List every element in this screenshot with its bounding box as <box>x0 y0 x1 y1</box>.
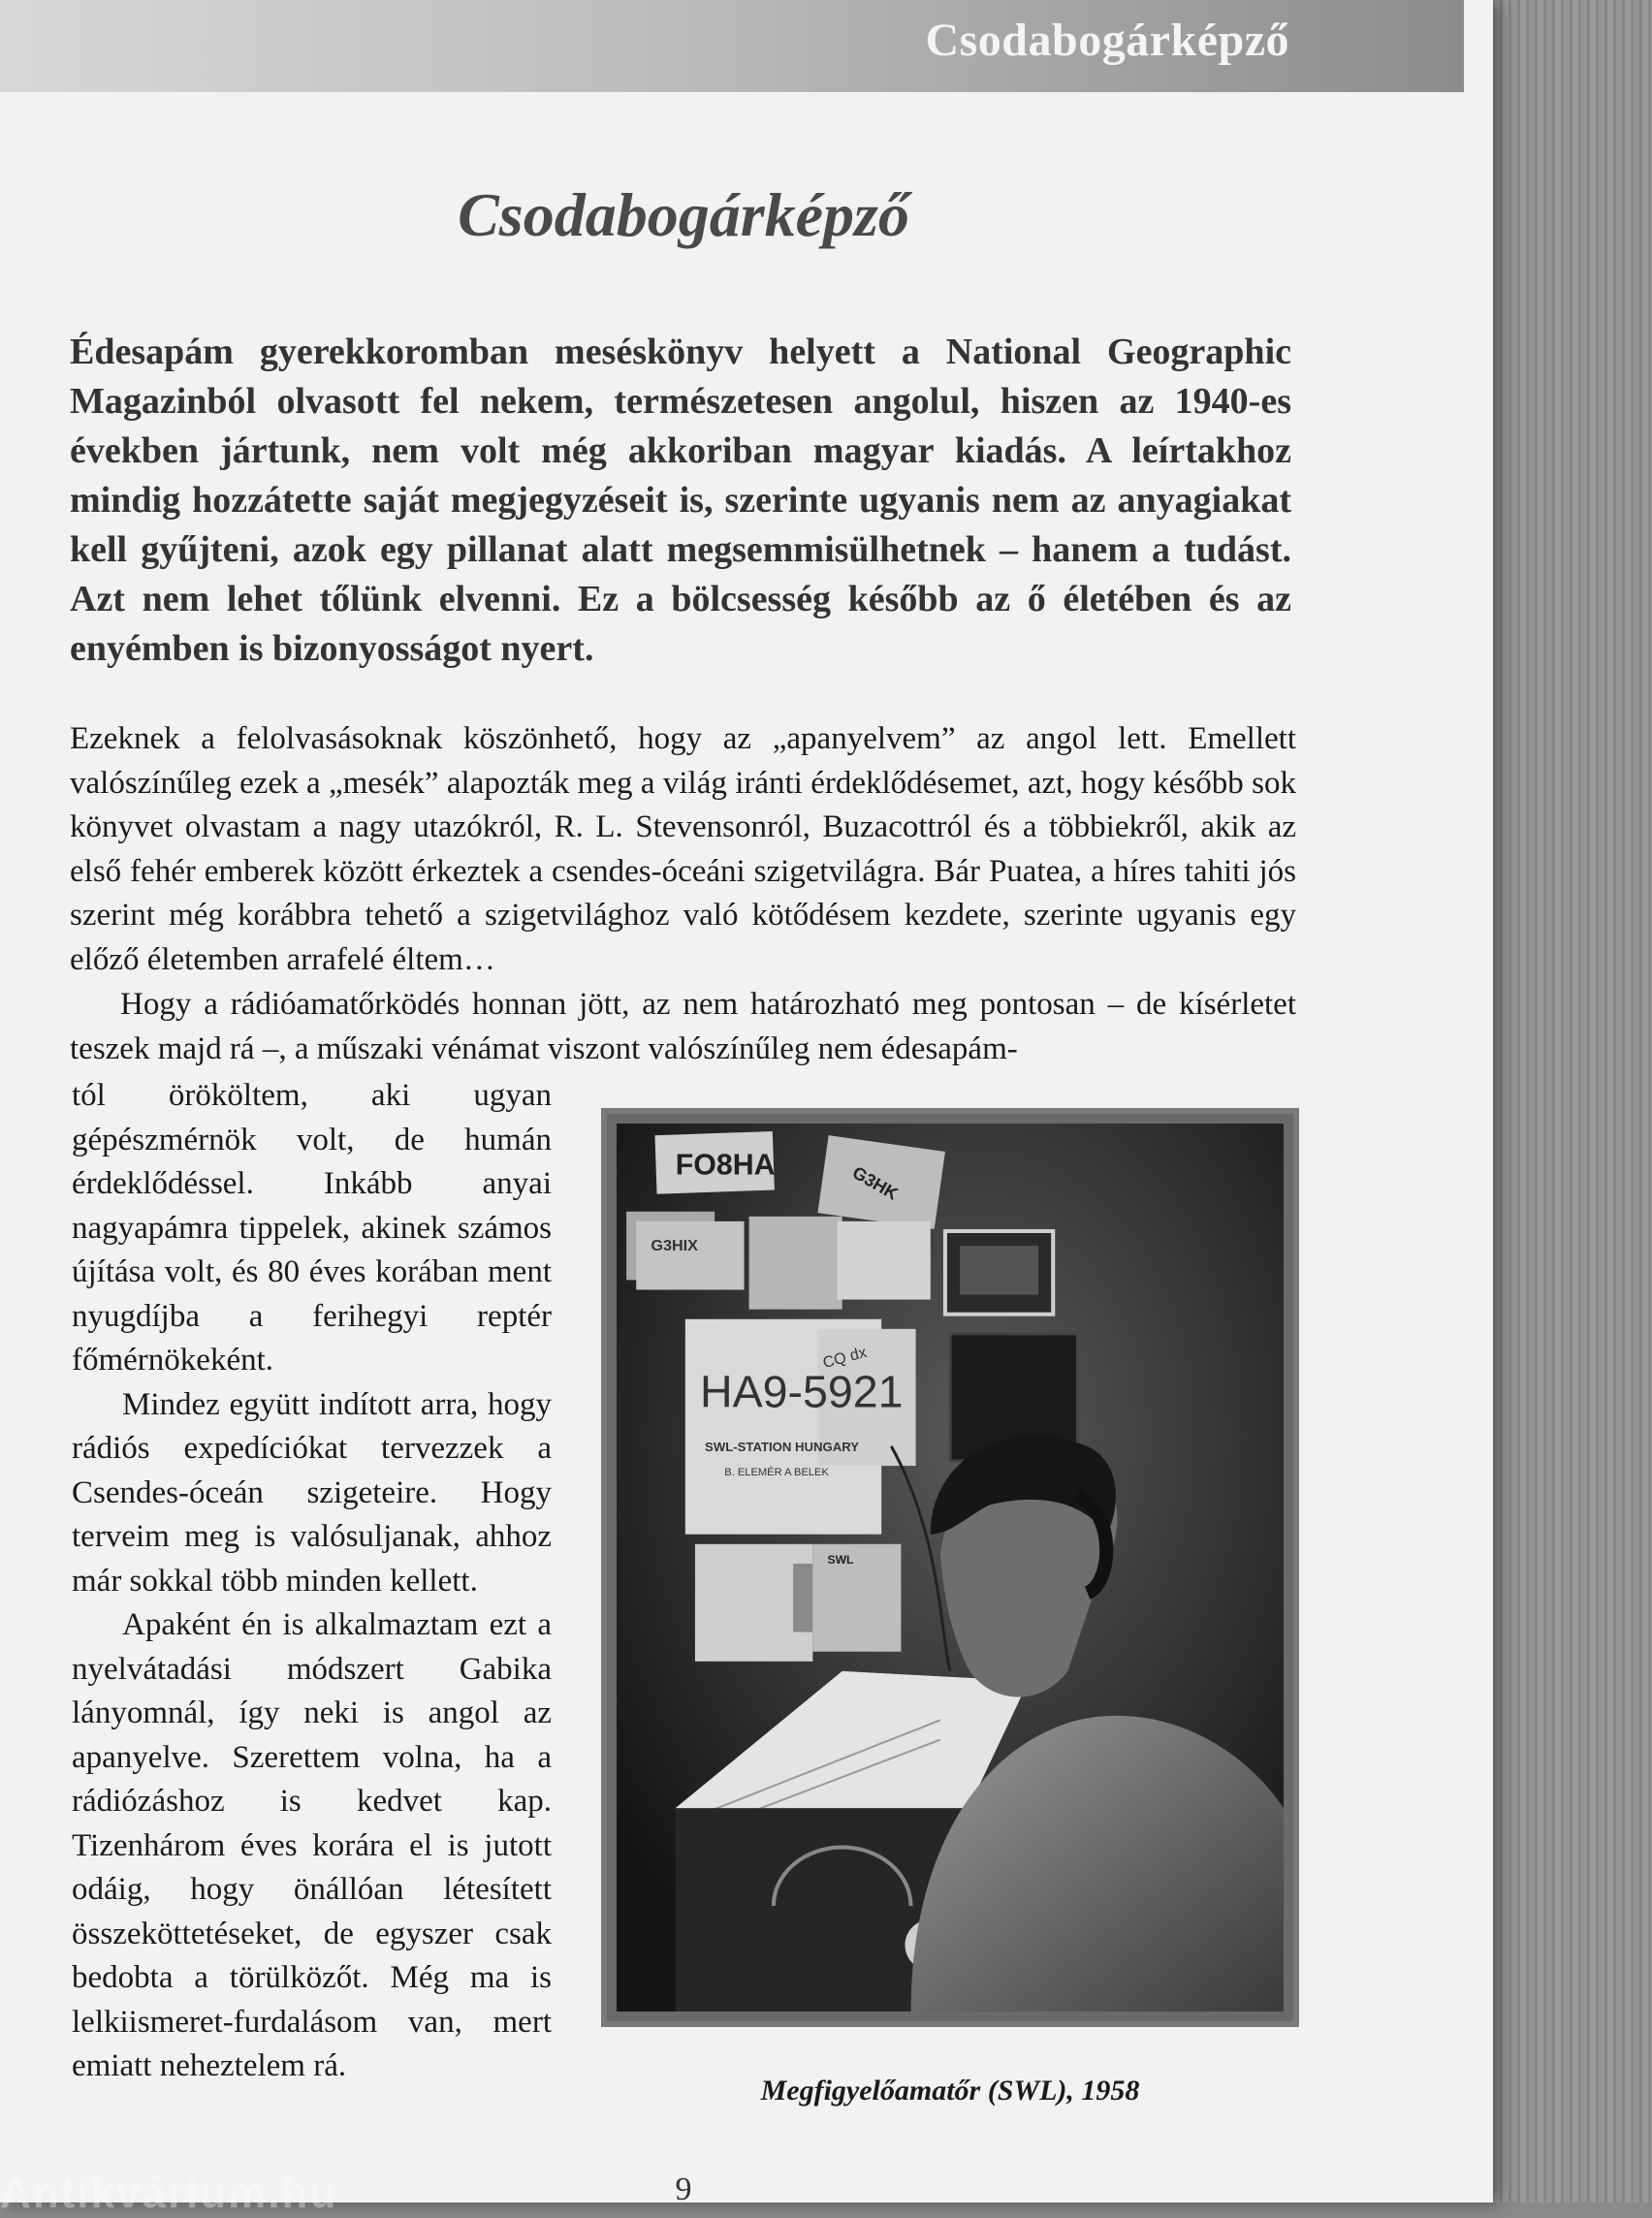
station-card-tag: CQ dx <box>820 1343 869 1373</box>
body-paragraph-2: Hogy a rádióamatőrködés honnan jött, az nem határozható meg pontosan – de kísérletet teszek majd rá –, a műszaki vénámat viszont valószínűleg nem édesapám- <box>70 987 1296 1066</box>
chapter-title: Csodabogárképző <box>458 180 909 249</box>
qsl-card <box>749 1217 842 1310</box>
wall-photo-image <box>960 1246 1038 1294</box>
photo-caption: Megfigyelőamatőr (SWL), 1958 <box>760 2075 1140 2107</box>
page-number: 9 <box>675 2171 692 2207</box>
photo-illustration <box>617 1124 1284 2012</box>
photo-frame <box>601 1108 1299 2027</box>
body-paragraph-4: Apaként én is alkalmaztam ezt a nyelvátadási módszert Gabika lányomnál, így neki is angol az apanyelve. Szerettem volna, ha a rádiózáshoz is kedvet kap. Tizenhárom éves korára el is jutott odáig, hogy önállóan létesített összeköttetéseket, de egyszer csak bedobta a törülközőt. Még ma is lelkiismeret-furdalásom van, mert emiatt neheztelem rá. <box>72 1607 552 2083</box>
station-card-line: B. ELEMÉR A BELEK <box>724 1467 829 1479</box>
photo-radio-operator <box>617 1124 1284 2012</box>
qsl-card <box>838 1221 931 1300</box>
body-paragraph-2-continued: tól örököltem, aki ugyan gépészmérnök volt, de humán érdeklődéssel. Inkább anyai nagyapámra tippelek, akinek számos újítása volt, és 80 éves korában ment nyugdíjba a ferihegyi reptér főmérnökeként. <box>72 1078 552 1378</box>
body-paragraph-3: Mindez együtt indított arra, hogy rádiós expedíciókat tervezzek a Csendes-óceán szigeteire. Hogy terveim meg is valósuljanak, ahhoz már sokkal több minden kellett. <box>72 1386 552 1599</box>
qsl-card-label: FO8HA <box>675 1149 776 1182</box>
qsl-card-label: G3HIX <box>651 1237 698 1255</box>
running-head: Csodabogárképző <box>925 15 1289 66</box>
header-band <box>0 0 1464 92</box>
qsl-card-label: SWL <box>827 1552 854 1567</box>
intro-paragraph: Édesapám gyerekkoromban meséskönyv helyett a National Geographic Magazinból olvasott fel nekem, természetesen angolul, hiszen az 1940-es években jártunk, nem volt még akkoriban magyar kiadás. A leírtakhoz mindig hozzátette saját megjegyzéseit is, szerinte ugyanis nem az anyagiakat kell gyűjteni, azok egy pillanat alatt megsemmisülhetnek – hanem a tudást. Azt nem lehet tőlünk elvenni. Ez a bölcsesség később az ő életében és az enyémben is bizonyosságot nyert. <box>70 332 1291 669</box>
qsl-card <box>812 1544 901 1652</box>
station-card-subtitle: SWL-STATION HUNGARY <box>705 1439 859 1454</box>
body-paragraph-1: Ezeknek a felolvasásoknak köszönhető, hogy az „apanyelvem” az angol lett. Emellett valószínűleg ezek a „mesék” alapozták meg a világ iránti érdeklődésemet, azt, hogy később sok könyvet olvastam a nagy utazókról, R. L. Stevensonról, Buzacottról és a többiekről, akik az első fehér emberek között érkeztek a csendes-óceáni szigetvilágra. Bár Puatea, a híres tahiti jós szerint még korábbra tehető a szigetvilághoz való kötődésem kezdete, szerinte ugyanis egy előző életemben arrafelé éltem… <box>70 721 1296 977</box>
station-call-sign: HA9-5921 <box>700 1366 904 1417</box>
qsl-card-label: G3HK <box>848 1162 902 1204</box>
qsl-card <box>636 1221 744 1290</box>
left-column-text <box>72 1074 552 2089</box>
watermark: Antikvárium.hu <box>0 2170 338 2217</box>
